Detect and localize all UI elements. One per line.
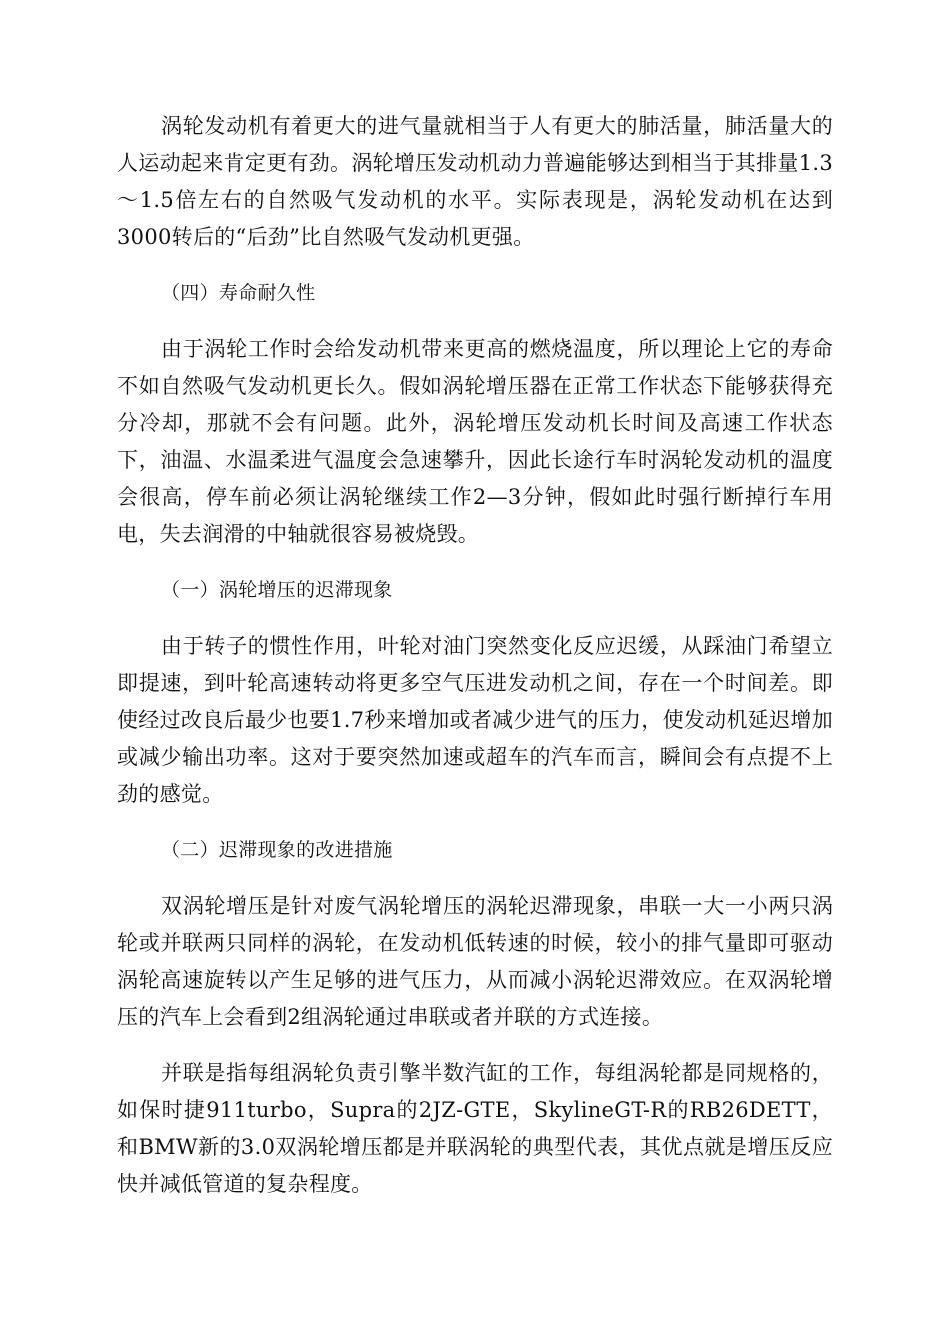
section-heading-turbo-lag: （一）涡轮增压的迟滞现象 (161, 579, 393, 601)
section-heading-lifespan: （四）寿命耐久性 (161, 282, 316, 304)
paragraph-twin-turbo: 双涡轮增压是针对废气涡轮增压的涡轮迟滞现象，串联一大一小两只涡轮或并联两只同样的涡轮，在发动机低转速的时候，较小的排气量即可驱动涡轮高速旋转以产生足够的进气压力，从而减小涡轮迟滞效应。在双涡轮增压的汽车上会看到2组涡轮通过串联或者并联的方式连接。 (117, 894, 833, 1029)
paragraph-parallel-turbo: 并联是指每组涡轮负责引擎半数汽缸的工作，每组涡轮都是同规格的，如保时捷911turbo，Supra的2JZ-GTE，SkylineGT-R的RB26DETT，和BMW新的3.0双涡轮增压都是并联涡轮的典型代表，其优点就是增压反应快并减低管道的复杂程度。 (117, 1061, 833, 1196)
section-heading-lag-improvement: （二）迟滞现象的改进措施 (161, 839, 393, 861)
paragraph-lifespan: 由于涡轮工作时会给发动机带来更高的燃烧温度，所以理论上它的寿命不如自然吸气发动机更长久。假如涡轮增压器在正常工作状态下能够获得充分冷却，那就不会有问题。此外，涡轮增压发动机长时间及高速工作状态下，油温、水温柔进气温度会急速攀升，因此长途行车时涡轮发动机的温度会很高，停车前必须让涡轮继续工作2—3分钟，假如此时强行断掉行车用电，失去润滑的中轴就很容易被烧毁。 (117, 337, 833, 546)
paragraph-turbo-lag: 由于转子的惯性作用，叶轮对油门突然变化反应迟缓，从踩油门希望立即提速，到叶轮高速转动将更多空气压进发动机之间，存在一个时间差。即使经过改良后最少也要1.7秒来增加或者减少进气的压力，使发动机延迟增加或减少输出功率。这对于要突然加速或超车的汽车而言，瞬间会有点提不上劲的感觉。 (117, 634, 833, 806)
paragraph-turbo-power: 涡轮发动机有着更大的进气量就相当于人有更大的肺活量，肺活量大的人运动起来肯定更有劲。涡轮增压发动机动力普遍能够达到相当于其排量1.3～1.5倍左右的自然吸气发动机的水平。实际表现是，涡轮发动机在达到3000转后的“后劲”比自然吸气发动机更强。 (117, 114, 833, 249)
document-body (117, 108, 833, 1222)
